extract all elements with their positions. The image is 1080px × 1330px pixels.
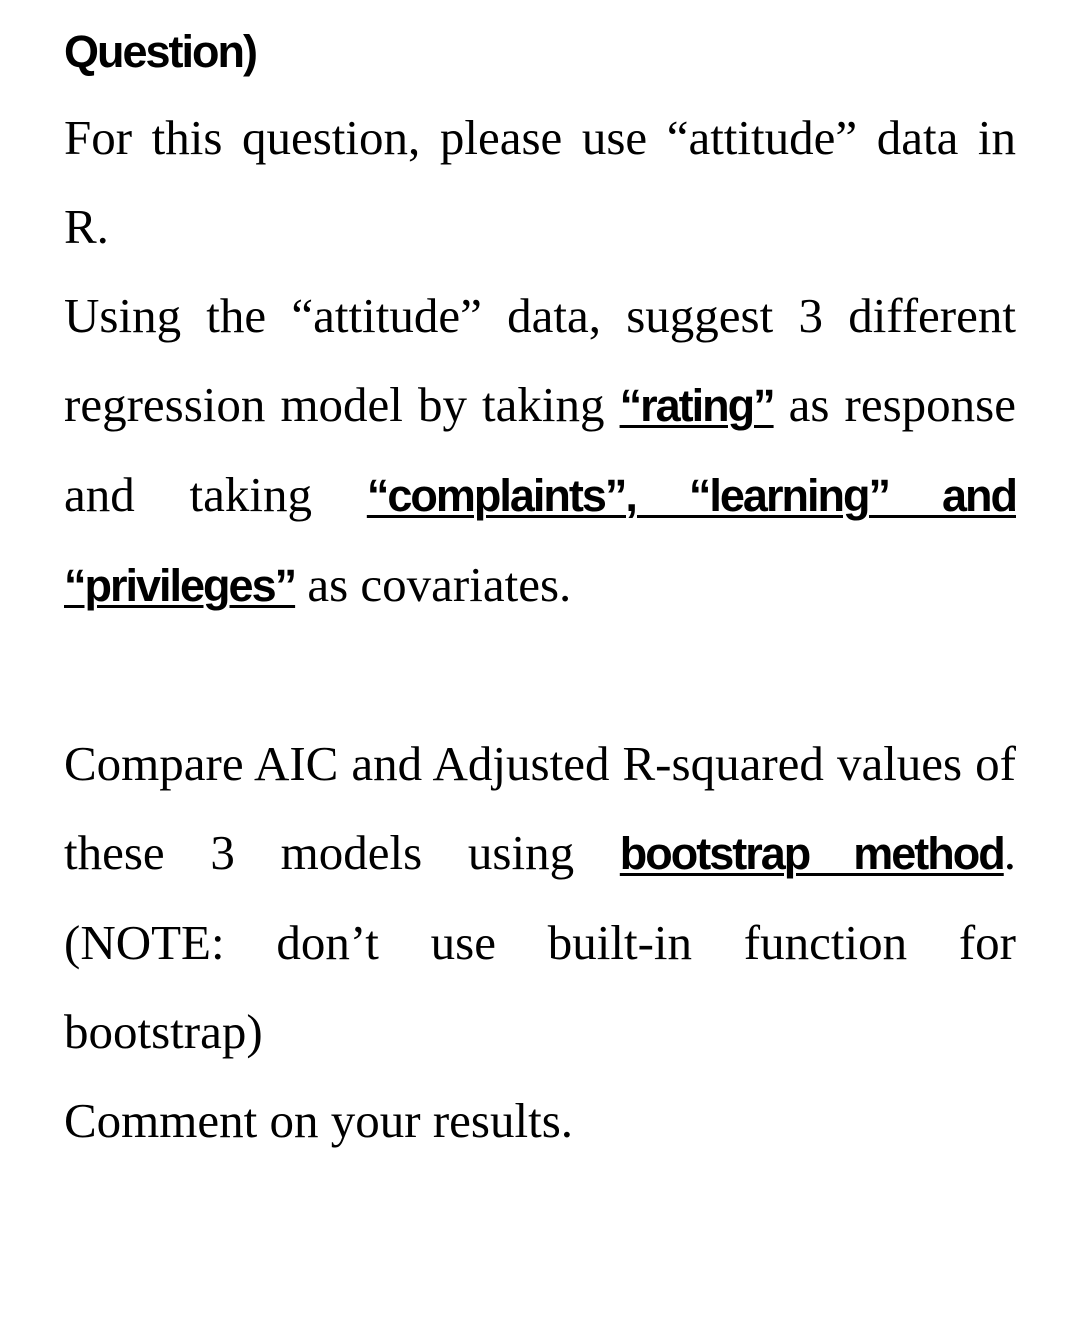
text-segment: Compare AIC and Adjusted R-squared values of these 3 models using bbox=[64, 736, 1016, 880]
text-segment: as response and taking bbox=[64, 377, 1016, 522]
paragraph-compare-instruction bbox=[64, 719, 1016, 1076]
document-page bbox=[64, 0, 1016, 1165]
covariates-emphasis: “complaints”, “learning” and “privileges” bbox=[64, 470, 1016, 611]
response-variable-emphasis: “rating” bbox=[619, 380, 774, 431]
paragraph-data-instruction: For this question, please use “attitude” data in R. bbox=[64, 110, 1016, 254]
question-title: Question) bbox=[64, 26, 256, 77]
text-segment: . (NOTE: don’t use built-in function for bootstrap) bbox=[64, 825, 1016, 1059]
paragraph-comment-instruction: Comment on your results. bbox=[64, 1093, 574, 1148]
paragraph-model-instruction bbox=[64, 271, 1016, 630]
bootstrap-method-emphasis: bootstrap method bbox=[619, 828, 1004, 879]
text-segment: Using the “attitude” data, suggest 3 different regression model by taking bbox=[64, 288, 1016, 432]
text-segment: as covariates. bbox=[295, 557, 572, 612]
